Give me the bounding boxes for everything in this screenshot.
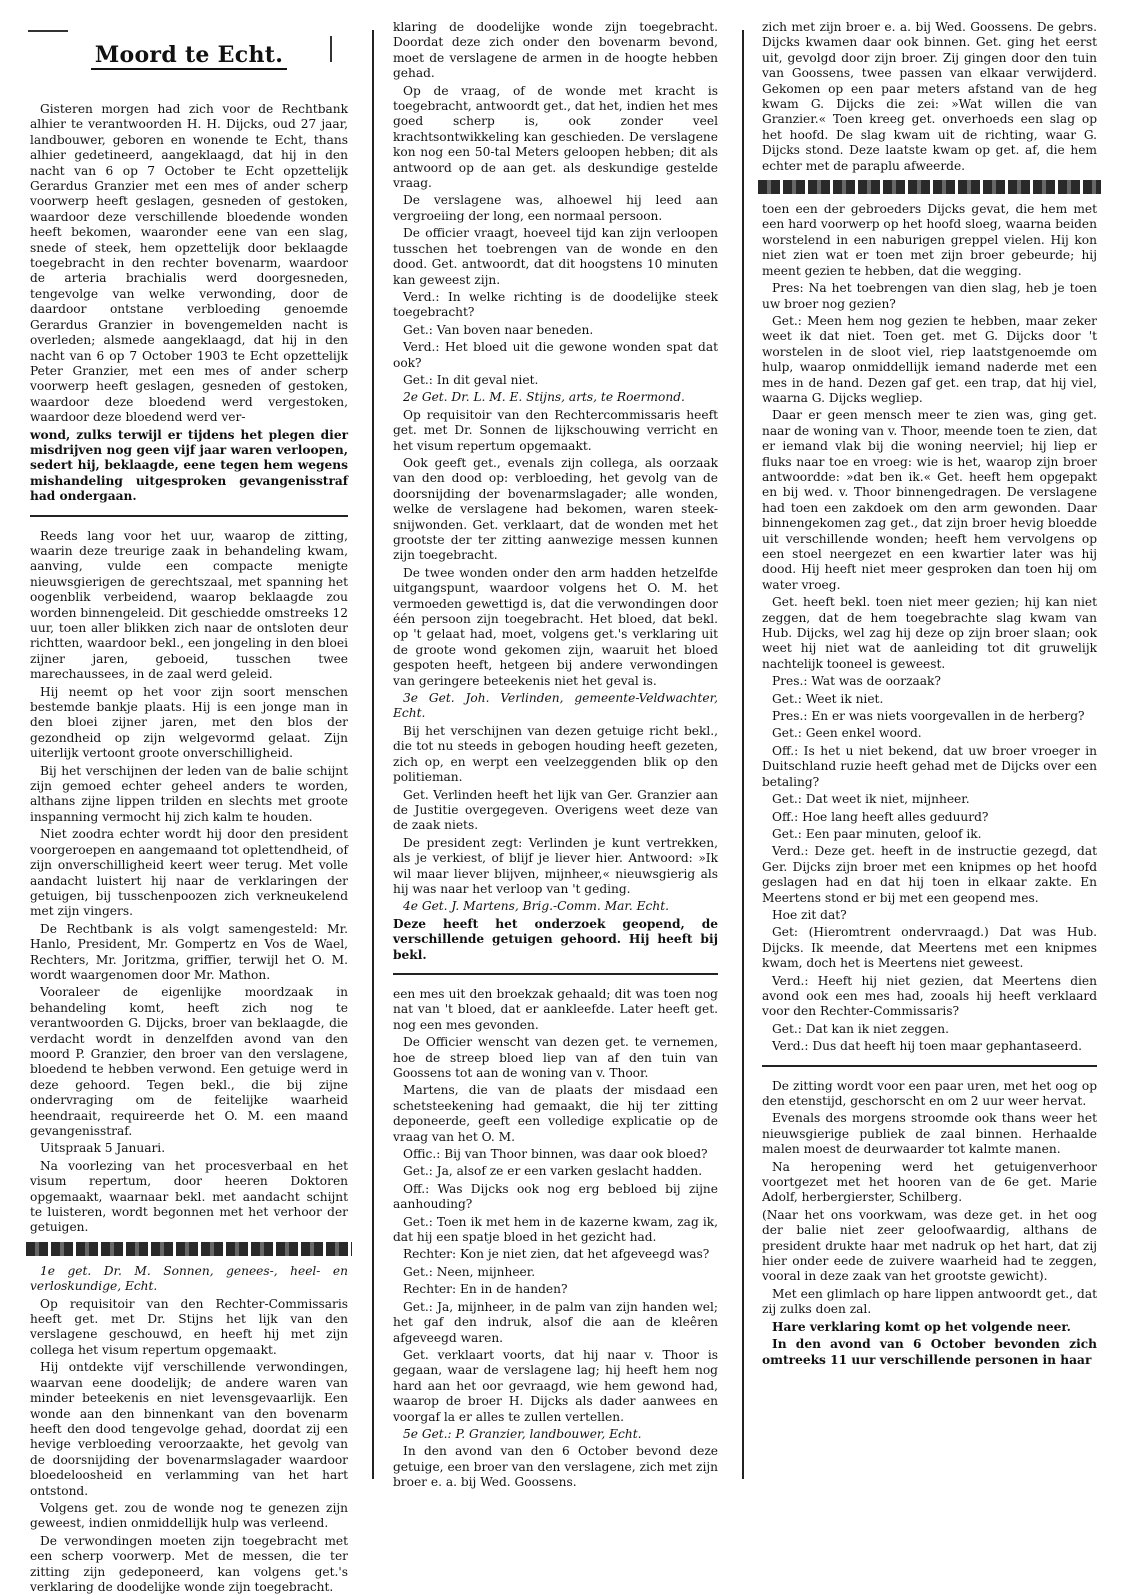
article-paragraph: Get.: Van boven naar beneden. <box>403 322 594 337</box>
article-paragraph: Get.: Ja, alsof ze er een varken geslacht hadden. <box>403 1164 703 1179</box>
article-paragraph: Off.: Is het u niet bekend, dat uw broer vroeger in Duitschland ruzie heeft gehad met de Dijcks over een betaling? <box>762 743 1097 789</box>
article-paragraph: Verd.: Heeft hij niet gezien, dat Meertens dien avond ook een mes had, zooals hij heeft verklaard voor den Rechter-Commissaris? <box>762 973 1097 1019</box>
article-paragraph: Get.: Dat kan ik niet zeggen. <box>772 1021 949 1036</box>
torn-clipping-edge <box>758 180 1101 194</box>
article-paragraph: Rechter: Kon je niet zien, dat het afgeveegd was? <box>403 1247 710 1262</box>
article-paragraph: wond, zulks terwijl er tijdens het plegen dier misdrijven nog geen vijf jaar waren verloopen, sedert hij, beklaagde, eene tegen hem wegens mishandeling uitgesproken gevangenisstraf had ondergaan. <box>30 427 348 504</box>
article-paragraph: Verd.: Dus dat heeft hij toen maar gephantaseerd. <box>772 1039 1083 1054</box>
witness-heading: 5e Get.: P. Granzier, landbouwer, Echt. <box>403 1426 642 1441</box>
article-paragraph: Pres.: Wat was de oorzaak? <box>772 674 941 689</box>
witness-heading: 2e Get. Dr. L. M. E. Stijns, arts, te Roermond. <box>403 390 685 405</box>
section-separator <box>762 1065 1097 1067</box>
article-paragraph: Rechter: En in de handen? <box>403 1282 568 1297</box>
article-title <box>30 42 348 68</box>
article-paragraph: Na heropening werd het getuigenverhoor voortgezet met het hooren van de 6e get. Marie Adolf, herbergierster, Schilberg. <box>762 1159 1097 1205</box>
article-paragraph: De Officier wenscht van dezen get. te vernemen, hoe de streep bloed liep van af den tuin van Goossens tot aan de woning van v. Thoor. <box>393 1035 718 1080</box>
article-paragraph: Na voorlezing van het procesverbaal en het visum repertum, door heeren Doktoren opgemaakt, waarnaar bekl. met aandacht schijnt te luisteren, wordt begonnen met het verhoor der getuigen. <box>30 1158 348 1235</box>
article-paragraph: Pres: Na het toebrengen van dien slag, heb je toen uw broer nog gezien? <box>762 281 1097 311</box>
article-paragraph: Op requisitoir van den Rechter-Commissaris heeft get. met Dr. Stijns het lijk van den verslagene geschouwd, en heeft hij met zijn collega het visum repertum opgemaakt. <box>30 1296 348 1357</box>
article-paragraph: Offic.: Bij van Thoor binnen, was daar ook bloed? <box>403 1147 708 1162</box>
witness-heading: 1e get. Dr. M. Sonnen, genees-, heel- en verloskundige, Echt. <box>30 1263 348 1294</box>
article-paragraph: Get. Verlinden heeft het lijk van Ger. Granzier aan de Justitie overgegeven. Overigens weet deze van de zaak niets. <box>393 787 718 833</box>
section-separator <box>393 973 718 975</box>
article-paragraph: In den avond van 6 October bevonden zich omtreeks 11 uur verschillende personen in haar <box>762 1337 1097 1367</box>
article-paragraph: klaring de doodelijke wonde zijn toegebracht. Doordat deze zich onder den bovenarm bevond, moet de verslagene de armen in de hoogte hebben gehad. <box>393 20 718 81</box>
article-paragraph: Pres.: En er was niets voorgevallen in de herberg? <box>772 709 1085 724</box>
article-paragraph: Get.: Meen hem nog gezien te hebben, maar zeker weet ik dat niet. Toen get. met G. Dijcks door 't worstelen in de sloot viel, riep laatstgenoemde om hulp, waarop onmiddellijk iemand naderde met een mes in de hand. Dezen gaf get. een trap, dat hij viel, waarna G. Dijcks wegliep. <box>762 313 1097 405</box>
article-paragraph: Get.: In dit geval niet. <box>403 372 539 387</box>
article-paragraph: Vooraleer de eigenlijke moordzaak in behandeling komt, heeft zich nog te verantwoorden G. Dijcks, broer van beklaagde, die verdacht wordt in denzelfden avond van den moord P. Granzier, den broer van den verslagene, bloedend te hebben verwond. Een getuige werd in deze gehoord. Tegen bekl., die bij zijne ondervraging om de feitelijke waarheid heendraait, requireerde het O. M. een maand gevangenisstraf. <box>30 985 348 1138</box>
article-paragraph: Get.: Een paar minuten, geloof ik. <box>772 826 982 841</box>
column-3-body <box>762 20 1097 1368</box>
article-paragraph: Uitspraak 5 Januari. <box>40 1141 166 1156</box>
column-divider-2 <box>742 30 744 1479</box>
article-paragraph: Verd.: Deze get. heeft in de instructie gezegd, dat Ger. Dijcks zijn broer met een knipmes op het hoofd geslagen had en dat hij toen in elkaar zakte. En Meertens stond er bij met een geopend mes. <box>762 844 1097 905</box>
article-paragraph: Get.: Neen, mijnheer. <box>403 1264 536 1279</box>
article-paragraph: Gisteren morgen had zich voor de Rechtbank alhier te verantwoorden H. H. Dijcks, oud 27 jaar, landbouwer, geboren en wonende te Echt, thans alhier gedetineerd, aangeklaagd, dat hij in den nacht van 6 op 7 October te Echt opzettelijk Gerardus Granzier met een mes of ander scherp voorwerp heeft geslagen, gesneden of gestoken, waardoor deze verschillende bloedende wonden heeft bekomen, waaronder eene van een slag, snede of steek, hem opzettelijk door beklaagde toegebracht in den rechter bovenarm, waardoor de arteria brachialis werd doorgesneden, tengevolge van welke verwonding, door de daardoor ontstane verbloeding genoemde Gerardus Granzier in bovengemelden nacht is overleden; alsmede aangeklaagd, dat hij in den nacht van 6 op 7 October 1903 te Echt opzettelijk Peter Granzier, met een mes of ander scherp voorwerp heeft geslagen, gesneden of gestoken, waardoor deze bloedend werd vergestoken, waardoor deze bloedend werd ver- <box>30 102 348 425</box>
article-paragraph: Get.: Weet ik niet. <box>772 691 884 706</box>
column-1-body <box>30 102 348 1595</box>
article-paragraph: Reeds lang voor het uur, waarop de zitting, waarin deze treurige zaak in behandeling kwam, aanving, vulde een compacte menigte nieuwsgierigen de gerechtszaal, met spanning het oogenblik verbeidend, waarop beklaagde zou worden binnengeleid. Dit geschiedde omstreeks 12 uur, toen aller blikken zich naar de ontsloten deur richtten, waardoor bekl., een jongeling in den bloei zijner jaren, geboeid, tusschen twee marechaussees, in de zaal werd geleid. <box>30 528 348 682</box>
article-paragraph: zich met zijn broer e. a. bij Wed. Goossens. De gebrs. Dijcks kwamen daar ook binnen. Get. ging het eerst uit, gevolgd door zijn broer. Zij gingen door den tuin van Goossens, twee passen van elkaar verwijderd. Gekomen op een paar meters afstand van de heg kwam G. Dijcks die zei: »Wat willen die van Granzier.« Toen kreeg get. onverhoeds een slag op het hoofd. De slag kwam uit de richting, waar G. Dijcks stond. Deze laatste kwam op get. af, die hem echter met de paraplu afweerde. <box>762 20 1097 173</box>
article-paragraph: Niet zoodra echter wordt hij door den president voorgeroepen en aangemaand tot oplettendheid, of zijn onverschilligheid keert weer terug. Met volle aandacht luistert hij naar de verklaringen der getuigen, bij tusschenpoozen zich verkneukelend met zijn vingers. <box>30 827 348 919</box>
article-title-text: Moord te Echt. <box>91 42 287 70</box>
article-paragraph: Verd.: Het bloed uit die gewone wonden spat dat ook? <box>393 340 718 370</box>
article-paragraph: Off.: Was Dijcks ook nog erg bebloed bij zijne aanhouding? <box>393 1181 718 1212</box>
column-2 <box>393 20 718 1489</box>
article-paragraph: Bij het verschijnen van dezen getuige richt bekl., die tot nu steeds in gebogen houding heeft gezeten, zich op, en werpt een veelzeggenden blik op den politieman. <box>393 723 718 785</box>
article-paragraph: een mes uit den broekzak gehaald; dit was toen nog nat van 't bloed, dat er aankleefde. Later heeft get. nog een mes gevonden. <box>393 986 718 1032</box>
article-paragraph: Ook geeft get., evenals zijn collega, als oorzaak van den dood op: verbloeding, het gevolg van de doorsnijding der bovenarmslagader; alle wonden, welke de verslagene had bekomen, waren steek- snijwonden. Get. verklaart, dat de wonden met het grootste der ter zitting aanwezige messen kunnen zijn toegebracht. <box>393 455 718 563</box>
article-paragraph: Get.: Dat weet ik niet, mijnheer. <box>772 792 970 807</box>
column-2-body <box>393 20 718 1491</box>
article-paragraph: De president zegt: Verlinden je kunt vertrekken, als je verkiest, of blijf je liever hier. Antwoord: »Ik wil maar liever blijven, mijnheer,« nieuwsgierig als hij was naar het verloop van 't geding. <box>393 835 718 896</box>
section-separator <box>30 515 348 517</box>
witness-heading: 4e Get. J. Martens, Brig.-Comm. Mar. Echt. <box>403 899 669 914</box>
article-paragraph: De zitting wordt voor een paar uren, met het oog op den etenstijd, geschorscht en om 2 uur weer hervat. <box>762 1078 1097 1108</box>
article-paragraph: Get.: Ja, mijnheer, in de palm van zijn handen wel; het gaf den indruk, alsof die aan de kleêren afgeveegd waren. <box>393 1299 718 1345</box>
article-paragraph: Get. verklaart voorts, dat hij naar v. Thoor is gegaan, waar de verslagene lag; hij heeft hem nog hard aan het oor gevraagd, wie hem gewond had, waarop de broer H. Dijcks als dader aanwees en voorgaf la er alles te zullen vertellen. <box>393 1347 718 1424</box>
article-paragraph: Verd.: In welke richting is de doodelijke steek toegebracht? <box>393 289 718 320</box>
article-paragraph: Get: (Hieromtrent ondervraagd.) Dat was Hub. Dijcks. Ik meende, dat Meertens met een knipmes kwam, doch het is Meertens niet geweest. <box>762 925 1097 971</box>
article-paragraph: De twee wonden onder den arm hadden hetzelfde uitgangspunt, waardoor volgens het O. M. het vermoeden gewettigd is, dat die verwondingen door één persoon zijn toegebracht. Het bloed, dat bekl. op 't gelaat had, moet, volgens get.'s verklaring uit de groote wond gekomen zijn, waaruit het bloed gespoten heeft, hetgeen bij andere verwondingen van geringere beteekenis niet het geval is. <box>393 565 718 688</box>
article-paragraph: Hij ontdekte vijf verschillende verwondingen, waarvan eene doodelijk; de andere waren van minder beteekenis en niet levensgevaarlijk. Een wonde aan den binnenkant van den bovenarm heeft den dood tengevolge gehad, doordat zij een hevige verbloeding veroorzaakte, het gevolg van de doorsnijding der bovenarmslagader waardoor bloedeloosheid en verlamming van het hart ontstond. <box>30 1360 348 1498</box>
article-paragraph: Hoe zit dat? <box>772 907 847 922</box>
article-paragraph: (Naar het ons voorkwam, was deze get. in het oog der balie niet zeer geloofwaardig, althans de president drukte haar met nadruk op het hart, dat zij hier onder eede de zuivere waarheid had te zeggen, vooral in deze zaak van het grootste gewicht). <box>762 1207 1097 1284</box>
article-paragraph: Op de vraag, of de wonde met kracht is toegebracht, antwoordt get., dat het, indien het mes goed scherp is, ook zonder veel krachtsontwikkeling kan geschieden. De verslagene kon nog een 50-tal Meters geloopen hebben; dit als antwoord op de aan get. als deskundige gestelde vraag. <box>393 83 718 191</box>
article-paragraph: De verwondingen moeten zijn toegebracht met een scherp voorwerp. Met de messen, die ter zitting zijn gedeponeerd, kan volgens get.'s verklaring de doodelijke wonde zijn toegebracht. <box>30 1533 348 1594</box>
article-paragraph: Bij het verschijnen der leden van de balie schijnt zijn gemoed echter geheel anders te worden, althans zijne lippen trilden en slechts met groote inspanning vermocht hij zich kalm te houden. <box>30 763 348 824</box>
article-paragraph: Get.: Geen enkel woord. <box>772 726 922 741</box>
torn-clipping-edge <box>26 1242 352 1256</box>
article-paragraph: Off.: Hoe lang heeft alles geduurd? <box>772 809 989 824</box>
article-paragraph: Martens, die van de plaats der misdaad een schetsteekening had gemaakt, die hij ter zitting deponeerde, geeft een volledige explicatie op de vraag van het O. M. <box>393 1083 718 1144</box>
column-1 <box>30 20 348 1594</box>
article-paragraph: Op requisitoir van den Rechtercommissaris heeft get. met Dr. Sonnen de lijkschouwing verricht en het visum repertum opgemaakt. <box>393 407 718 453</box>
article-paragraph: In den avond van den 6 October bevond deze getuige, een broer van den verslagene, zich met zijn broer e. a. bij Wed. Goossens. <box>393 1444 718 1490</box>
article-paragraph: Deze heeft het onderzoek geopend, de verschillende getuigen gehoord. Hij heeft bij bekl. <box>393 916 718 962</box>
article-paragraph: Daar er geen mensch meer te zien was, ging get. naar de woning van v. Thoor, meende toen te zien, dat er iemand vlak bij die woning neerviel; hij liep er fluks naar toe en vroeg: wie is het, waarop zijn broer antwoordde: »dat ben ik.« Get. heeft hem opgepakt en bij wed. v. Thoor binnengedragen. De verslagene had toen een zakdoek om den arm gewonden. Daar binnengekomen zag get., dat zijn broer hevig bloedde uit verschillende wonden; heeft hem vervolgens op een stoel neergezet en een kwartier later was hij dood. Hij heeft niet meer gesproken dan toen hij om water vroeg. <box>762 408 1097 592</box>
article-paragraph: toen een der gebroeders Dijcks gevat, die hem met een hard voorwerp op het hoofd sloeg, waarna beiden worstelend in een naburigen greppel vielen. Hij kon niet zien wat er toen met zijn broer gebeurde; hij meent gezien te hebben, dat die wegging. <box>762 202 1097 278</box>
article-paragraph: De verslagene was, alhoewel hij leed aan vergroeiing der long, een normaal persoon. <box>393 193 718 223</box>
article-paragraph: Met een glimlach op hare lippen antwoordt get., dat zij zulks doen zal. <box>762 1286 1097 1317</box>
article-paragraph: Get. heeft bekl. toen niet meer gezien; hij kan niet zeggen, dat de hem toegebrachte slag kwam van Hub. Dijcks, wel zag hij deze op zijn broer slaan; ook weet hij niet wat de aanleiding tot dit gruwelijk nachtelijk tooneel is geweest. <box>762 595 1097 671</box>
article-paragraph: De officier vraagt, hoeveel tijd kan zijn verloopen tusschen het toebrengen van de wonde en den dood. Get. antwoordt, dat dit hoogstens 10 minuten kan geweest zijn. <box>393 226 718 287</box>
article-paragraph: Hij neemt op het voor zijn soort menschen bestemde bankje plaats. Hij is een jonge man in den bloei zijner jaren, met den blos der gezondheid op zijn welgevormd gelaat. Zijn uiterlijk vertoont groote onverschilligheid. <box>30 684 348 761</box>
column-3 <box>762 20 1097 1489</box>
article-paragraph: Volgens get. zou de wonde nog te genezen zijn geweest, indien onmiddellijk hulp was verleend. <box>30 1500 348 1531</box>
article-paragraph: De Rechtbank is als volgt samengesteld: Mr. Hanlo, President, Mr. Gompertz en Vos de Wael, Rechters, Mr. Joritzma, griffier, terwijl het O. M. wordt waargenomen door Mr. Mathon. <box>30 921 348 982</box>
article-paragraph: Hare verklaring komt op het volgende neer. <box>772 1319 1071 1334</box>
column-divider-1 <box>372 30 374 1479</box>
witness-heading: 3e Get. Joh. Verlinden, gemeente-Veldwachter, Echt. <box>393 691 718 721</box>
article-paragraph: Evenals des morgens stroomde ook thans weer het nieuwsgierige publiek de zaal binnen. Herhaalde malen moest de deurwaarder tot kalmte manen. <box>762 1111 1097 1157</box>
article-paragraph: Get.: Toen ik met hem in de kazerne kwam, zag ik, dat hij een spatje bloed in het gezicht had. <box>393 1214 718 1245</box>
